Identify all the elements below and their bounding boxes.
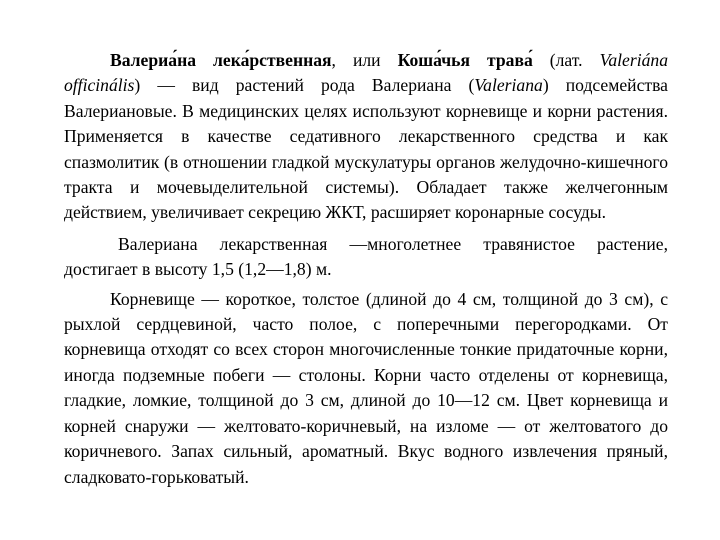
text-segment: ) — вид растений рода Валериана ( — [134, 75, 475, 96]
text-segment: (лат. — [532, 50, 600, 70]
term-main: Валериа́на лека́рственная — [110, 50, 332, 70]
paragraph-rhizome: Корневище — короткое, толстое (длиной до 4 см, толщиной до 3 см), с рыхлой сердцевиной, часто полое, с поперечными перегородками. От корневища отходят со всех сторон многочисленные тонкие придаточные корни, иногда подземные побеги — столоны. Корни часто отделены от корневища, гладкие, ломкие, толщиной до 3 см, длиной до 10—12 см. Цвет корневища и корней снаружи — желтовато-коричневый, на изломе — от желтоватого до коричневого. Запах сильный, ароматный. Вкус водного извлечения пряный, сладковато-горьковатый. — [64, 288, 668, 487]
document-page — [64, 48, 668, 490]
text-segment: ) подсемейства Валериановые. В медицинских целях используют корневище и корни растения. Применяется в качестве седативного лекарственного средства и как спазмолитик (в отношении гладкой мускулатуры органов желудочно-кишечного тракта и мочевыделительной системы). Обладает также желчегонным действием, увеличивает секрецию ЖКТ, расширяет коронарные сосуды. — [64, 75, 668, 223]
paragraph-description: Валериана лекарственная —многолетнее травянистое растение, достигает в высоту 1,5 (1,2—1,8) м. — [64, 233, 668, 280]
paragraph-intro — [64, 48, 668, 226]
term-alternate: Коша́чья трава́ — [397, 50, 533, 70]
latin-name: Valeriána officinális — [64, 50, 668, 96]
latin-genus: Valeriana — [474, 75, 543, 96]
text-segment: , или — [331, 50, 398, 70]
